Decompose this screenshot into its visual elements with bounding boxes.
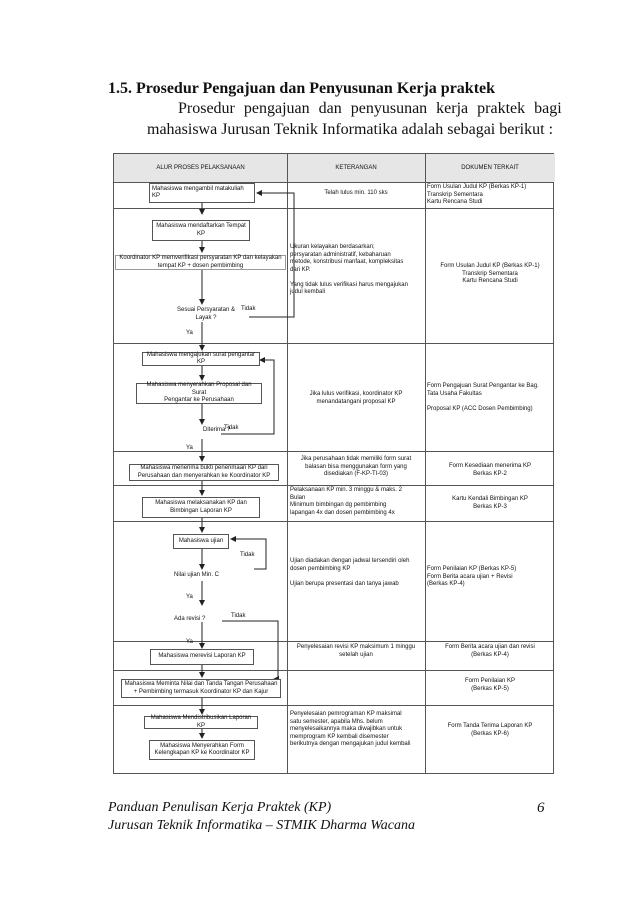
keterangan-cell: Jika perusahaan tidak memiliki form surat balasan bisa menggunakan form yang disediakan (F-KP-TI-03) <box>300 456 412 477</box>
flow-step-laksanakan-kp: Mahasiswa melaksanakan KP dan Bimbingan Laporan KP <box>142 497 260 518</box>
flow-step-serahkan-proposal: Mahasiswa menyerahkan Proposal dan Surat Pengantar ke Perusahaan <box>136 383 262 404</box>
page-number: 6 <box>537 800 545 816</box>
dokumen-cell: Form Berita acara ujian dan revisi (Berkas KP-4) <box>445 644 535 658</box>
flow-step-terima-bukti: Mahasiswa menerima bukti penerimaan KP dari Perusahaan dan menyerahkan ke Koordinator KP <box>129 464 279 481</box>
keterangan-cell: Telah lulus min. 110 sks <box>324 190 388 196</box>
flow-step-surat-pengantar: Mahasiswa mengajukan surat pengantar KP <box>142 352 260 366</box>
dokumen-cell: Form Penilaian KP (Berkas KP-5) <box>464 678 516 692</box>
flow-label-ya: Ya <box>186 594 193 600</box>
footer-subtitle: Jurusan Teknik Informatika – STMIK Dharma Wacana <box>108 818 415 833</box>
flow-step-ambil-matakuliah: Mahasiswa mengambil matakuliah KP <box>149 183 255 203</box>
flow-step-daftar-tempat: Mahasiswa mendaftarkan Tempat KP <box>152 220 250 241</box>
dokumen-cell: Kartu Kendali Bimbingan KP Berkas KP-3 <box>452 496 528 510</box>
flow-step-serahkan-form: Mahasiswa Menyerahkan Form Kelengkapan KP ke Koordinator KP <box>149 740 255 760</box>
header-dokumen: DOKUMEN TERKAIT <box>425 154 555 182</box>
flow-decision-sesuai: Sesuai Persyaratan & Layak ? <box>176 307 236 321</box>
flow-label-tidak: Tidak <box>240 552 255 558</box>
keterangan-cell: Ujian diadakan dengan jadwal tersendiri oleh dosen pembimbing KP Ujian berupa presentasi dan tanya jawab <box>290 558 410 587</box>
dokumen-cell: Form Penilaian KP (Berkas KP-5) Form Berita acara ujian + Revisi (Berkas KP-4) <box>427 566 517 587</box>
dokumen-cell: Form Usulan Judul KP (Berkas KP-1) Transkrip Sementara Kartu Rencana Studi <box>440 263 540 284</box>
intro-text-line-1: Prosedur pengajuan dan penyusunan kerja praktek bagi <box>178 100 562 117</box>
header-keterangan: KETERANGAN <box>287 154 425 182</box>
flow-decision-diterima: Diterima ? <box>203 427 231 433</box>
flow-step-distribusi-laporan: Mahasiswa Mendistribusikan Laporan KP <box>144 716 258 729</box>
flow-label-ya: Ya <box>186 639 193 645</box>
footer-title: Panduan Penulisan Kerja Praktek (KP) <box>108 800 332 815</box>
keterangan-cell: Penyelesaian pemrograman KP maksimal satu semester, apabila Mhs. belum menyelesaikannya maka diwajibkan untuk memprogram KP kembali disemester berikutnya dengan mengajukan judul kembali <box>290 711 411 747</box>
flow-decision-revisi: Ada revisi ? <box>174 616 206 622</box>
flow-step-minta-nilai: Mahasiswa Meminta Nilai dan Tanda Tangan Perusahaan + Pembimbing termasuk Koordinator KP dan Kajur <box>121 679 281 698</box>
keterangan-cell: Pelaksanaan KP min. 3 minggu & maks. 2 Bulan Minimum bimbingan dg pembimbing lapangan 4x dan dosen pembimbing 4x <box>290 487 402 516</box>
intro-text-line-2: mahasiswa Jurusan Teknik Informatika adalah sebagai berikut : <box>147 121 554 138</box>
flow-step-verifikasi: Koordinator KP memverifikasi persyaratan KP dan kelayakan tempat KP + dosen pembimbing <box>115 255 286 270</box>
dokumen-cell: Form Usulan Judul KP (Berkas KP-1) Transkrip Sementara Kartu Rencana Studi <box>427 184 527 205</box>
procedure-table <box>113 153 554 774</box>
dokumen-cell: Form Kesediaan menerima KP Berkas KP-2 <box>448 463 532 477</box>
header-alur: ALUR PROSES PELAKSANAAN <box>114 154 287 182</box>
flow-label-tidak: Tidak <box>224 425 239 431</box>
flow-label-tidak: Tidak <box>241 306 256 312</box>
flow-step-ujian: Mahasiswa ujian <box>173 534 229 549</box>
flow-label-ya: Ya <box>186 330 193 336</box>
flow-step-revisi-laporan: Mahasiswa merevisi Laporan KP <box>150 649 254 665</box>
section-heading: 1.5. Prosedur Pengajuan dan Penyusunan Kerja praktek <box>108 80 496 97</box>
keterangan-cell: Penyelesaian revisi KP maksimum 1 minggu setelah ujian <box>296 644 416 658</box>
dokumen-cell: Form Tanda Terima Laporan KP (Berkas KP-6) <box>447 723 533 737</box>
flow-label-ya: Ya <box>186 445 193 451</box>
keterangan-cell: Jika lulus verifikasi, koordinator KP menandatangani proposal KP <box>309 391 403 405</box>
flow-label-tidak: Tidak <box>231 613 246 619</box>
dokumen-cell: Form Pengajuan Surat Pengantar ke Bag. Tata Usaha Fakultas Proposal KP (ACC Dosen Pembimbing) <box>427 383 539 412</box>
flow-decision-nilai: Nilai ujian Min. C <box>174 572 220 578</box>
keterangan-cell: Ukuran kelayakan berdasarkan; persyaratan administratif, kebaharuan metode, konstribusi manfaat, kompleksitas dari KP. Yang tidak lulus verifikasi harus mengajukan judul kembali <box>290 244 408 295</box>
